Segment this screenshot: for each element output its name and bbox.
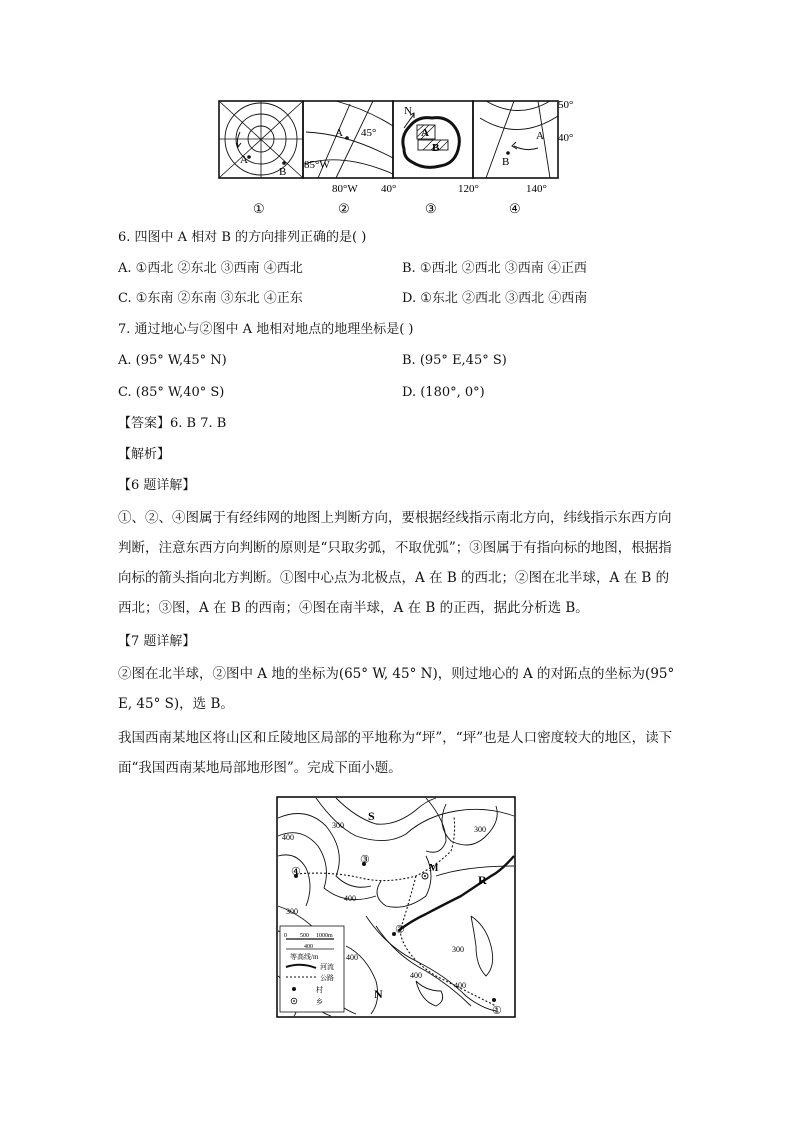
detail-7-heading: 【7 题详解】: [118, 634, 196, 649]
legend-road: 公路: [320, 974, 334, 982]
panel-1-point-b: B: [279, 166, 287, 178]
legend-township: 乡: [316, 998, 323, 1006]
panel-4-number: ④: [509, 201, 521, 216]
bottom-lon-40-label: 40°: [381, 183, 397, 195]
contour-label-400-d: 400: [410, 971, 422, 980]
panel-2-lat-label: 45°: [361, 127, 377, 139]
detail-7-text-block: [118, 659, 678, 719]
panel-3-point-a: A: [421, 127, 429, 139]
contour-label-400-c: 400: [346, 953, 358, 962]
question-6-option-a: A. ①西北 ②东北 ③西南 ④西北: [118, 261, 303, 276]
intro-text: 我国西南某地区将山区和丘陵地区局部的平地称为“坪”，“坪”也是人口密度较大的地区，读下面“我国西南某地局部地形图”。完成下面小题。: [118, 730, 673, 776]
contour-label-400-e: 400: [454, 981, 466, 990]
contour-label-300-b: 300: [474, 825, 486, 834]
panel-2-point-a: A: [335, 127, 343, 139]
map-site-4: ④: [291, 866, 301, 878]
panel-3-north-label: N: [404, 105, 412, 117]
panel-1-point-a: A: [240, 154, 248, 166]
topographic-map: [276, 796, 516, 1018]
panel-4-point-a: A: [536, 130, 544, 142]
map-site-3: ③: [360, 854, 370, 866]
contour-label-300-c: 300: [286, 907, 298, 916]
panel-3-compass-map: [403, 105, 459, 167]
map-label-m: M: [429, 863, 439, 874]
question-7-option-a: A. (95° W,45° N): [118, 353, 227, 368]
question-7-stem: 7. 通过地心与②图中 A 地相对地点的地理坐标是( ): [118, 322, 414, 337]
bottom-lon-140-label: 140°: [526, 183, 547, 195]
legend-contour-label: 等高线/m: [290, 953, 319, 961]
panel-4-lat-50-label: 50°: [558, 99, 574, 111]
contour-label-400-a: 400: [282, 833, 294, 842]
contour-label-300-d: 300: [452, 945, 464, 954]
panel-3-number: ③: [425, 201, 437, 216]
panel-4-point-b: B: [502, 156, 510, 168]
direction-figure: [218, 96, 588, 221]
panel-1-polar-view: [219, 101, 303, 178]
bottom-lon-120-label: 120°: [458, 183, 479, 195]
panel-3-point-b: B: [432, 142, 440, 154]
legend-river: 河流: [320, 963, 334, 971]
detail-6-text: ①、②、④图属于有经纬网的地图上判断方向，要根据经线指示南北方向，纬线指示东西方向判断，注意东西方向判断的原则是“只取劣弧，不取优弧”；③图属于有指向标的地图，根据指向标的箭头指向北方判断。①图中心点为北极点，A 在 B 的西北；②图在北半球，A 在 B 的西北；③图，A 在 B 的西南；④图在南半球，A 在 B 的正西，据此分析选 B。: [118, 510, 672, 616]
legend-scale-500: 500: [300, 933, 309, 939]
question-7-option-b: B. (95° E,45° S): [402, 353, 507, 368]
map-label-r: R: [478, 873, 487, 887]
panel-2-lon-label: 85°W: [304, 159, 330, 171]
panel-2-graticule: [304, 101, 393, 195]
legend-contour-value: 400: [304, 944, 313, 950]
detail-6-text-block: [118, 503, 678, 623]
question-6-option-b: B. ①西北 ②西北 ③西南 ④正西: [402, 261, 587, 276]
map-site-1: ①: [492, 1005, 502, 1017]
panel-1-number: ①: [253, 201, 265, 216]
legend-village: 村: [316, 986, 323, 994]
panel-2-number: ②: [338, 201, 350, 216]
question-6-option-d: D. ①东北 ②西北 ③西北 ④西南: [402, 291, 588, 306]
contour-label-300-a: 300: [332, 821, 344, 830]
analysis-heading: 【解析】: [118, 447, 171, 462]
contour-label-400-b: 400: [344, 894, 356, 903]
map-label-n: N: [374, 987, 383, 1001]
panel-4-lat-40-label: 40°: [558, 132, 574, 144]
legend-scale-0: 0: [284, 933, 287, 939]
intro-text-block: [118, 723, 678, 783]
map-site-2: ②: [395, 924, 405, 936]
panel-4-graticule: [480, 99, 573, 178]
question-7-option-d: D. (180°, 0°): [402, 385, 485, 400]
detail-6-heading: 【6 题详解】: [118, 478, 196, 493]
answer-line: 【答案】6. B 7. B: [118, 416, 227, 431]
panel-2-bottom-lon-label: 80°W: [332, 183, 358, 195]
detail-7-text: ②图在北半球，②图中 A 地的坐标为(65° W, 45° N)，则过地心的 A 的对跖点的坐标为(95° E, 45° S)，选 B。: [118, 666, 675, 712]
question-6-option-c: C. ①东南 ②东南 ③东北 ④正东: [118, 291, 303, 306]
map-label-s: S: [368, 809, 375, 823]
legend-scale-1000m: 1000m: [316, 933, 333, 939]
question-6-stem: 6. 四图中 A 相对 B 的方向排列正确的是( ): [118, 230, 367, 245]
question-7-option-c: C. (85° W,40° S): [118, 385, 225, 400]
